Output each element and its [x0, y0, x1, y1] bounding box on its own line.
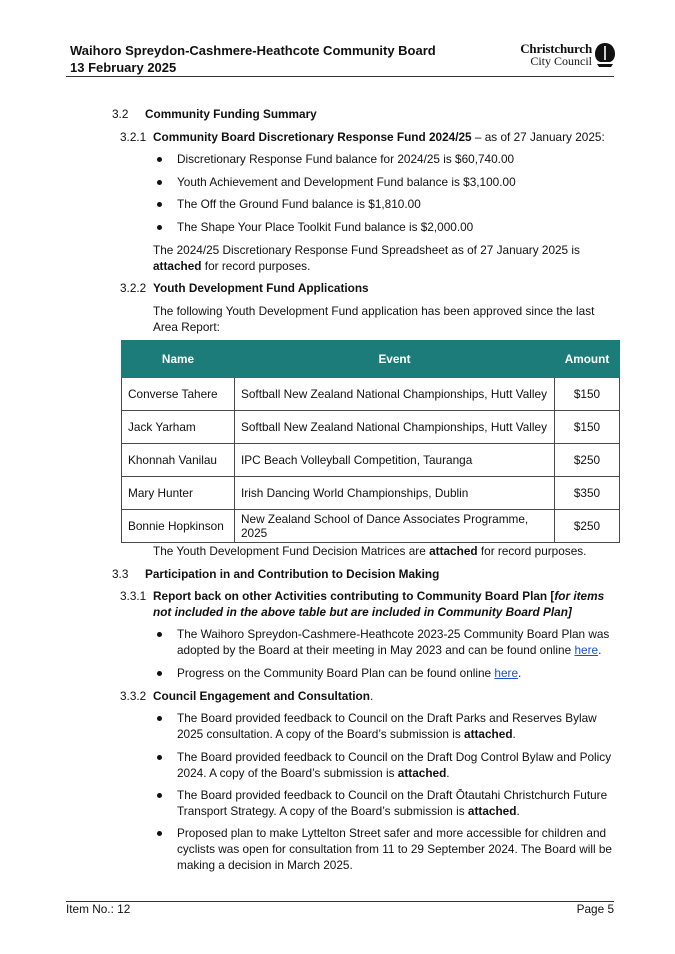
section-3-2-1-title: Community Board Discretionary Response Fund 2024/25 [153, 130, 472, 144]
bullet-icon [157, 632, 162, 637]
table-row [122, 411, 620, 444]
section-3-2-1-heading [153, 129, 605, 145]
bullet-icon [157, 180, 162, 185]
dog-bylaw-line2: 2024. A copy of the Board’s submission is attached. [177, 766, 450, 780]
amount: $250 [555, 510, 620, 543]
amount: $350 [555, 477, 620, 510]
column-header-name: Name [122, 341, 235, 378]
spreadsheet-note-rest: for record purposes. [201, 259, 311, 273]
council-emblem-icon [594, 42, 616, 68]
section-3-3-1-title-line2: not included in the above table but are included in Community Board Plan] [153, 605, 572, 619]
youth-development-fund-table [121, 340, 620, 543]
parks-bylaw-text: 2025 consultation. A copy of the Board’s submission is [177, 727, 465, 741]
attached-label: attached [467, 804, 517, 818]
event-name: Softball New Zealand National Championships, Hutt Valley [235, 378, 555, 411]
section-3-3-number: 3.3 [112, 567, 129, 581]
column-header-amount: Amount [555, 341, 620, 378]
transport-strategy-text: Transport Strategy. A copy of the Board’s submission is [177, 804, 468, 818]
board-plan-note-line2: adopted by the Board at their meeting in May 2023 and can be found online here. [177, 643, 602, 657]
applicant-name: Mary Hunter [122, 477, 235, 510]
section-3-2-number: 3.2 [112, 107, 129, 121]
ydf-intro-line1: The following Youth Development Fund application has been approved since the last [153, 304, 595, 318]
section-3-3-1-title-italic: for items [554, 589, 605, 603]
event-name: Softball New Zealand National Championships, Hutt Valley [235, 411, 555, 444]
section-3-3-1-number: 3.3.1 [120, 589, 147, 603]
header-rule [66, 76, 614, 77]
column-header-event: Event [235, 341, 555, 378]
bullet-icon [157, 716, 162, 721]
parks-bylaw-line2: 2025 consultation. A copy of the Board’s submission is attached. [177, 727, 516, 741]
decision-matrices-note [153, 543, 586, 559]
table-row [122, 477, 620, 510]
page-number: Page 5 [576, 902, 614, 916]
council-logo [498, 42, 616, 70]
board-name: Waihoro Spreydon-Cashmere-Heathcote Community Board [70, 43, 436, 58]
spreadsheet-note-line2 [153, 258, 310, 274]
table-row [122, 510, 620, 543]
attached-label: attached [397, 766, 447, 780]
event-name: Irish Dancing World Championships, Dublin [235, 477, 555, 510]
logo-text-line1: Christchurch [520, 41, 592, 56]
section-3-2-1-number: 3.2.1 [120, 130, 147, 144]
fund-balance-item: The Shape Your Place Toolkit Fund balance is $2,000.00 [177, 220, 474, 234]
attached-label: attached [153, 259, 202, 273]
fund-balance-item: The Off the Ground Fund balance is $1,810.00 [177, 197, 421, 211]
applicant-name: Bonnie Hopkinson [122, 510, 235, 543]
amount: $150 [555, 378, 620, 411]
lyttelton-street-line3: making a decision in March 2025. [177, 858, 353, 872]
applicant-name: Khonnah Vanilau [122, 444, 235, 477]
section-3-2-2-title: Youth Development Fund Applications [153, 281, 369, 295]
table-row [122, 378, 620, 411]
parks-bylaw-line1: The Board provided feedback to Council on the Draft Parks and Reserves Bylaw [177, 711, 597, 725]
amount: $250 [555, 444, 620, 477]
spreadsheet-note-line1: The 2024/25 Discretionary Response Fund Spreadsheet as of 27 January 2025 is [153, 243, 580, 257]
board-plan-note-line1: The Waihoro Spreydon-Cashmere-Heathcote 2023-25 Community Board Plan was [177, 627, 610, 641]
section-3-3-2-title: Council Engagement and Consultation [153, 689, 370, 703]
transport-strategy-line2: Transport Strategy. A copy of the Board’s submission is attached. [177, 804, 520, 818]
bullet-icon [157, 755, 162, 760]
board-plan-progress-note: Progress on the Community Board Plan can be found online here. [177, 666, 522, 680]
bullet-icon [157, 157, 162, 162]
section-3-3-title: Participation in and Contribution to Decision Making [145, 567, 440, 581]
amount: $150 [555, 411, 620, 444]
meeting-date: 13 February 2025 [70, 60, 177, 75]
table-row [122, 444, 620, 477]
footer-rule [66, 901, 614, 902]
board-plan-link[interactable]: here [574, 643, 599, 657]
attached-label: attached [464, 727, 513, 741]
section-3-3-1-title: Report back on other Activities contributing to Community Board Plan [ [153, 589, 555, 603]
lyttelton-street-line2: cyclists was open for consultation from 11 to 29 September 2024. The Board will be [177, 842, 612, 856]
section-3-2-1-date: – as of 27 January 2025: [471, 130, 605, 144]
bullet-icon [157, 225, 162, 230]
bullet-icon [157, 793, 162, 798]
board-plan-progress-text: Progress on the Community Board Plan can be found online [177, 666, 495, 680]
document-header-title [70, 42, 436, 76]
applicant-name: Jack Yarham [122, 411, 235, 444]
event-name: IPC Beach Volleyball Competition, Tauranga [235, 444, 555, 477]
lyttelton-street-line1: Proposed plan to make Lyttelton Street safer and more accessible for children and [177, 826, 607, 840]
attached-label: attached [429, 544, 478, 558]
event-name: New Zealand School of Dance Associates Programme, 2025 [235, 510, 555, 543]
logo-text-line2: City Council [530, 54, 592, 68]
section-3-2-2-number: 3.2.2 [120, 281, 147, 295]
bullet-icon [157, 202, 162, 207]
fund-balance-item: Youth Achievement and Development Fund balance is $3,100.00 [177, 175, 516, 189]
section-3-3-2-heading: Council Engagement and Consultation. [153, 689, 374, 703]
dog-bylaw-line1: The Board provided feedback to Council on the Draft Dog Control Bylaw and Policy [177, 750, 612, 764]
table-header-row [122, 341, 620, 378]
dog-bylaw-text: 2024. A copy of the Board’s submission is [177, 766, 398, 780]
fund-balance-item: Discretionary Response Fund balance for 2024/25 is $60,740.00 [177, 152, 515, 166]
applicant-name: Converse Tahere [122, 378, 235, 411]
section-3-2-title: Community Funding Summary [145, 107, 317, 121]
item-number: Item No.: 12 [66, 902, 131, 916]
decision-matrices-rest: for record purposes. [477, 544, 587, 558]
board-plan-progress-link[interactable]: here [494, 666, 519, 680]
section-3-3-1-title-line1 [153, 588, 604, 604]
bullet-icon [157, 671, 162, 676]
section-3-3-2-number: 3.3.2 [120, 689, 147, 703]
transport-strategy-line1: The Board provided feedback to Council on the Draft Ōtautahi Christchurch Future [177, 788, 608, 802]
board-plan-note-text: adopted by the Board at their meeting in May 2023 and can be found online [177, 643, 575, 657]
bullet-icon [157, 831, 162, 836]
ydf-intro-line2: Area Report: [153, 320, 220, 334]
decision-matrices-text: The Youth Development Fund Decision Matrices are [153, 544, 430, 558]
